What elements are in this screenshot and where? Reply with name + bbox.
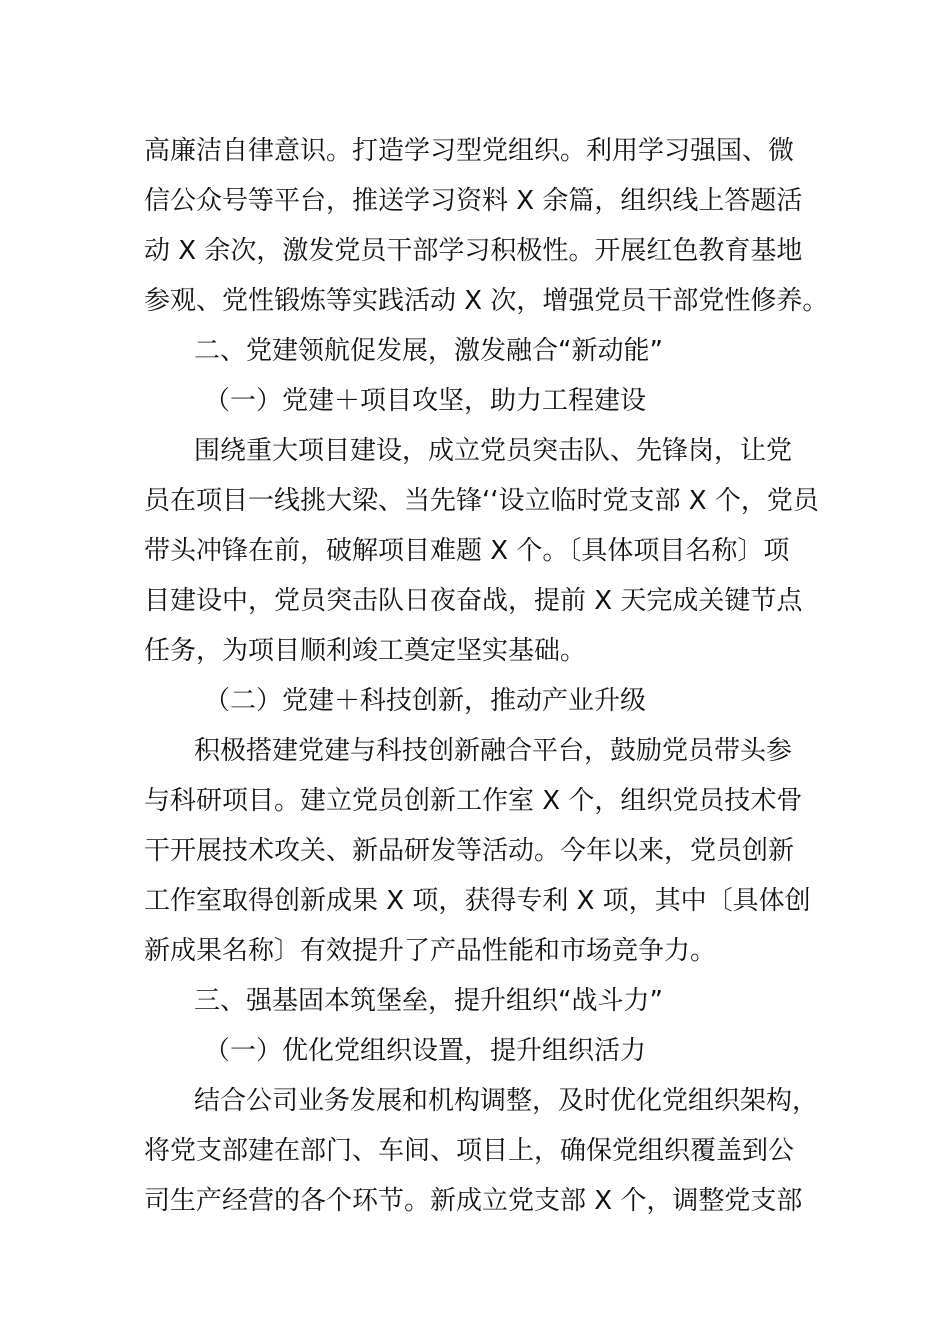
body-line: 员在项目一线挑大梁、当先锋‘‘设立临时党支部 X 个，党员 [144, 486, 819, 516]
subsection-heading: （二）党建＋科技创新，推动产业升级 [204, 686, 647, 716]
body-line: 司生产经营的各个环节。新成立党支部 X 个，调整党支部 [144, 1186, 803, 1216]
body-line: 新成果名称〕有效提升了产品性能和市场竞争力。 [144, 936, 717, 966]
body-line: 将党支部建在部门、车间、项目上，确保党组织覆盖到公 [144, 1136, 795, 1166]
paragraph-first-line: 结合公司业务发展和机构调整，及时优化党组织架构， [194, 1086, 819, 1116]
body-line: 信公众号等平台，推送学习资料 X 余篇，组织线上答题活 [144, 186, 803, 216]
paragraph-first-line: 积极搭建党建与科技创新融合平台，鼓励党员带头参 [194, 736, 793, 766]
body-line: 参观、党性锻炼等实践活动 X 次，增强党员干部党性修养。 [144, 286, 829, 316]
body-line: 目建设中，党员突击队日夜奋战，提前 X 天完成关键节点 [144, 586, 803, 616]
body-line: 高廉洁自律意识。打造学习型党组织。利用学习强国、微 [144, 136, 795, 166]
body-line: 动 X 余次，激发党员干部学习积极性。开展红色教育基地 [144, 236, 803, 266]
subsection-heading: （一）党建＋项目攻坚，助力工程建设 [204, 386, 647, 416]
body-line: 干开展技术攻关、新品研发等活动。今年以来，党员创新 [144, 836, 795, 866]
body-line: 带头冲锋在前，破解项目难题 X 个。〔具体项目名称〕项 [144, 536, 790, 566]
paragraph-first-line: 围绕重大项目建设，成立党员突击队、先锋岗，让党 [194, 436, 793, 466]
section-heading: 三、强基固本筑堡垒，提升组织“战斗力” [194, 986, 663, 1016]
section-heading: 二、党建领航促发展，激发融合“新动能” [194, 336, 663, 366]
subsection-heading: （一）优化党组织设置，提升组织活力 [204, 1036, 647, 1066]
body-line: 工作室取得创新成果 X 项，获得专利 X 项，其中〔具体创 [144, 886, 811, 916]
body-line: 任务，为项目顺利竣工奠定坚实基础。 [144, 636, 587, 666]
body-line: 与科研项目。建立党员创新工作室 X 个，组织党员技术骨 [144, 786, 803, 816]
